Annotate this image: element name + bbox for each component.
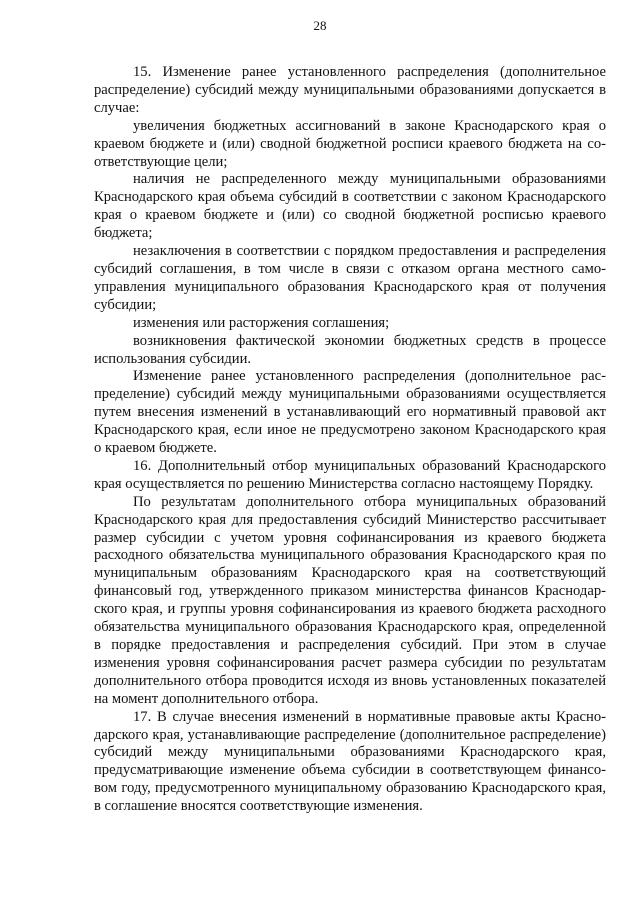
paragraph-16-calculation: По результатам дополнительного отбора муниципальных образований Краснодарского края для предоставления субсидий Министерство рассчитывает размер субсидии с учетом уровня софинансирования из краевого бюджета расходного обязательства муниципального образования Краснодарского края по муниципальным образованиям Краснодарского края на соответствующий финансовый год, утвержденного приказом министерства финансов Краснодарского края, и группы уровня софинансирования из краевого бюджета расходного обязательства муниципального образования Краснодарского края, определенной в порядке предоставления и распределения субсидий. При этом в случае изменения уровня софинансирования расчет размера субсидии по результатам дополнительного отбора проводится исходя из вновь установленных показателей на момент дополнительного отбора. <box>94 493 606 707</box>
paragraph-15-case-agreement-change: изменения или расторжения соглашения; <box>133 314 390 331</box>
paragraph-15-intro: 15. Изменение ранее установленного распределения (дополнительное распределение) субсидий между муниципальными образованиями допускается в случае: <box>94 64 606 116</box>
paragraph-17-amendments: 17. В случае внесения изменений в нормативные правовые акты Краснодарского края, устанавливающие распределение (дополнительное распределение) субсидий между муниципальными образованиями Краснодарского края, предусматривающие изменение объема субсидии в соответствующем финансовом году, предусмотренного муниципальному образованию Краснодарского края, в соглашение вносятся соответствующие изменения. <box>94 708 606 815</box>
document-body <box>94 64 606 816</box>
paragraph-15-case-no-agreement: незаключения в соответствии с порядком предоставления и распределения субсидий соглашения, в том числе в связи с отказом органа местного самоуправления муниципального образования Краснодарского края от получения субсидии; <box>94 243 606 313</box>
paragraph-16-additional-selection: 16. Дополнительный отбор муниципальных образований Краснодарского края осуществляется по решению Министерства согласно настоящему Порядку. <box>94 457 606 492</box>
paragraph-15-case-budget-increase: увеличения бюджетных ассигнований в законе Краснодарского края о краевом бюджете и (или) сводной бюджетной росписи краевого бюджета на соответствующие цели; <box>94 117 606 170</box>
paragraph-15-case-undistributed: наличия не распределенного между муниципальными образованиями Краснодарского края объема субсидий в соответствии с законом Краснодарского края о краевом бюджете и (или) со сводной бюджетной росписью краевого бюджета; <box>94 171 606 242</box>
paragraph-15-case-savings: возникновения фактической экономии бюджетных средств в процессе использования субсидии. <box>94 332 606 367</box>
paragraph-15-procedure: Изменение ранее установленного распределения (дополнительное распределение) субсидий между муниципальными образованиями осуществляется путем внесения изменений в устанавливающий его нормативный правовой акт Краснодарского края, если иное не предусмотрено законом Краснодарского края о краевом бюджете. <box>94 368 606 457</box>
page-number: 28 <box>313 18 327 33</box>
